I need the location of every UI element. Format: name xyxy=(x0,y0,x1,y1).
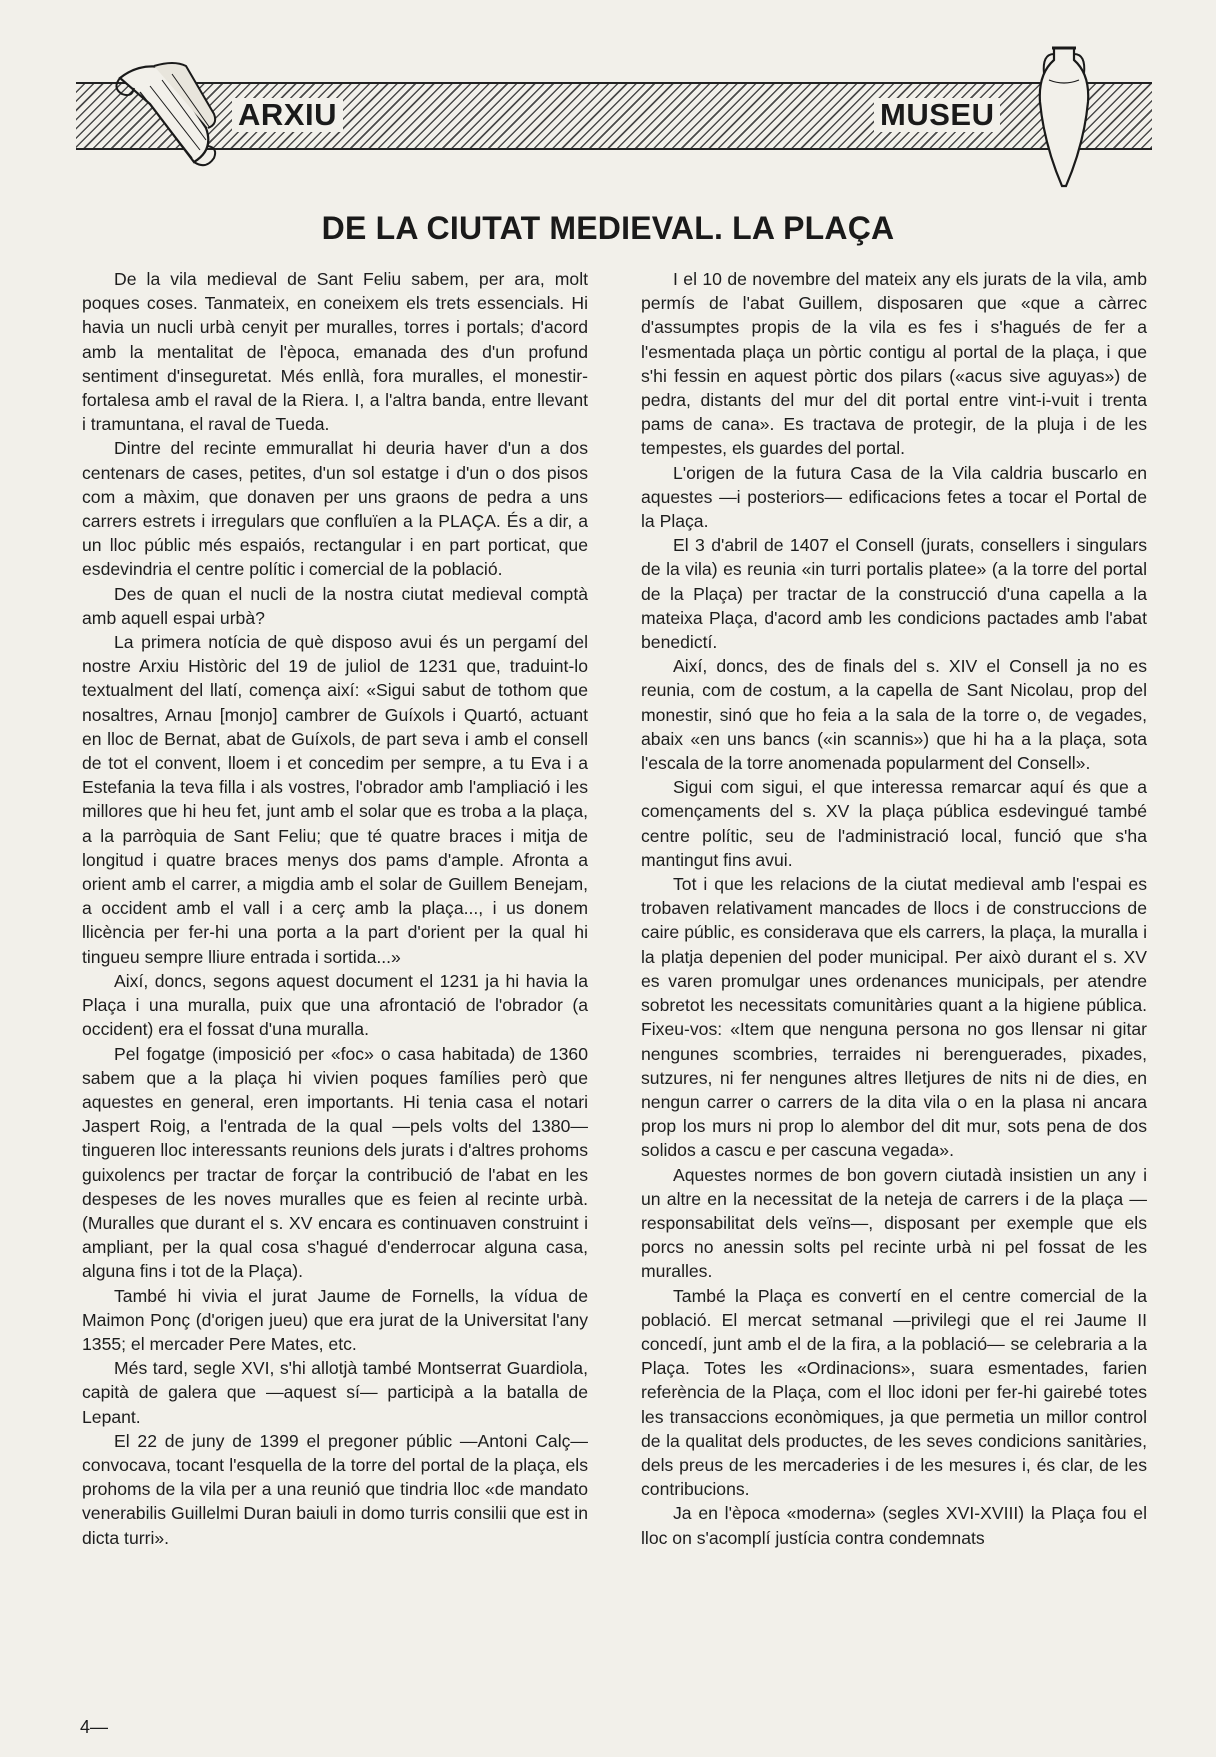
scroll-icon xyxy=(110,58,220,173)
paragraph: També la Plaça es convertí en el centre comercial de la població. El mercat setmanal —privilegi que el rei Jaume II concedí, junt amb el de la fira, a la població— se celebraria a la Plaça. Totes les «Ordinacions», suara esmentades, farien referència de la Plaça, com el lloc idoni per fer-hi gairebé totes les transaccions econòmiques, ja que permetia un millor control de la qualitat dels productes, de les seves condicions sanitàries, dels preus de les mercaderies i de les mesures i, és clar, de les contribucions. xyxy=(641,1285,1147,1500)
section-banner xyxy=(76,82,1152,150)
paragraph: L'origen de la futura Casa de la Vila caldria buscarlo en aquestes —i posteriors— edificacions fetes a tocar el Portal de la Plaça. xyxy=(641,462,1147,532)
paragraph: El 22 de juny de 1399 el pregoner públic —Antoni Calç— convocava, tocant l'esquella de la torre del portal de la plaça, els prohoms de la vila per a una reunió que tindria lloc «de mandato venerabilis Guillelmi Duran baiuli in domo turris consilii que est in dicta turri». xyxy=(82,1430,588,1548)
paragraph: Pel fogatge (imposició per «foc» o casa habitada) de 1360 sabem que a la plaça hi vivien poques famílies però que aquestes en general, eren importants. Hi tenia casa el notari Jaspert Roig, a l'entrada de la qual —pels volts del 1380— tingueren lloc interessants reunions dels jurats i d'altres prohoms guixolencs per tractar de forçar la contribució de l'abat en les despeses de les noves muralles que es feien al recinte urbà. (Muralles que durant el s. XV encara es continuaven construint i ampliant, per la qual cosa s'hagué d'enderrocar alguna casa, alguna fins i tot de la Plaça). xyxy=(82,1043,588,1282)
paragraph: El 3 d'abril de 1407 el Consell (jurats, consellers i singulars de la vila) es reunia «in turri portalis platee» (a la torre del portal de la Plaça) per tractar de la construcció d'una capella a la mateixa Plaça, d'acord amb les condicions pactades amb l'abat benedictí. xyxy=(641,535,1147,653)
paragraph: Aquestes normes de bon govern ciutadà insistien un any i un altre en la necessitat de la neteja de carrers i de la plaça —responsabilitat dels veïns—, disposant per exemple que els porcs no anessin solts pel recinte urbà ni pel fossat de les muralles. xyxy=(641,1164,1147,1282)
section-label-museu: MUSEU xyxy=(874,98,1000,132)
page-number: 4— xyxy=(80,1717,109,1737)
paragraph: Sigui com sigui, el que interessa remarcar aquí és que a començaments del s. XV la plaça pública esdevingué també centre polític, seu de l'administració local, funció que s'ha mantingut fins avui. xyxy=(641,777,1147,870)
article-right-column xyxy=(641,267,1147,1550)
section-label-arxiu: ARXIU xyxy=(232,98,343,132)
paragraph: També hi vivia el jurat Jaume de Fornells, la vídua de Maimon Ponç (d'origen jueu) que era jurat de la Universitat l'any 1355; el mercader Pere Mates, etc. xyxy=(82,1285,588,1354)
paragraph: Ja en l'època «moderna» (segles XVI-XVIII) la Plaça fou el lloc on s'acomplí justícia contra condemnats xyxy=(641,1503,1147,1548)
paragraph: De la vila medieval de Sant Feliu sabem, per ara, molt poques coses. Tanmateix, en coneixem els trets essencials. Hi havia un nucli urbà cenyit per muralles, torres i portals; d'acord amb la mentalitat de l'època, emanada des d'un profund sentiment d'inseguretat. Més enllà, fora muralles, el monestir-fortalesa amb el raval de la Riera. I, a l'altra banda, entre llevant i tramuntana, el raval de Tueda. xyxy=(82,269,588,435)
amphora-icon xyxy=(1036,40,1092,190)
paragraph: La primera notícia de què disposo avui és un pergamí del nostre Arxiu Històric del 19 de juliol de 1231 que, traduint-lo textualment del llatí, comença així: «Sigui sabut de tothom que nosaltres, Arnau [monjo] cambrer de Guíxols i Quartó, actuant en lloc de Bernat, abat de Guíxols, de part seva i amb el consell de tot el convent, lloem i et concedim per sempre, a tu Eva i a Estefania la teva filla i als vostres, l'obrador amb l'ampliació i les millores que hi heu fet, junt amb el solar que es troba a la plaça, a la parròquia de Sant Feliu; que té quatre braces i mitja de longitud i quatre braces menys dos pams d'ample. Afronta a orient amb el carrer, a migdia amb el solar de Guillem Benejam, a occident amb el vall i a cerç amb la plaça..., i us donem llicència per fer-hi una porta a la part d'orient per la qual hi tingueu sempre lliure entrada i sortida...» xyxy=(82,632,588,967)
article-title: DE LA CIUTAT MEDIEVAL. LA PLAÇA xyxy=(321,210,895,246)
paragraph: I el 10 de novembre del mateix any els jurats de la vila, amb permís de l'abat Guillem, disposaren que «que a càrrec d'assumptes propis de la vila es fes i s'hagués de fer a l'esmentada plaça un pòrtic contigu al portal de la plaça, i que s'hi fessin en aquest pòrtic dos pilars («acus sive aguyas») de pedra, distants del mur del dit portal entre vint-i-vuit i trenta pams de cana». Es tractava de protegir, de la pluja i de les tempestes, els guardes del portal. xyxy=(641,269,1147,459)
paragraph: Així, doncs, segons aquest document el 1231 ja hi havia la Plaça i una muralla, puix que una afrontació de l'obrador (a occident) era el fossat d'una muralla. xyxy=(82,970,588,1040)
paragraph: Més tard, segle XVI, s'hi allotjà també Montserrat Guardiola, capità de galera que —aquest sí— participà a la batalla de Lepant. xyxy=(82,1358,588,1427)
paragraph: Així, doncs, des de finals del s. XIV el Consell ja no es reunia, com de costum, a la capella de Sant Nicolau, prop del monestir, sinó que ho feia a la sala de la torre o, de vegades, abaix «en uns bancs («in scannis») que hi ha a la plaça, sota l'escala de la torre anomenada popularment del Consell». xyxy=(641,656,1147,774)
paragraph: Des de quan el nucli de la nostra ciutat medieval comptà amb aquell espai urbà? xyxy=(82,583,588,628)
paragraph: Dintre del recinte emmurallat hi deuria haver d'un a dos centenars de cases, petites, d'un sol estatge i d'un o dos pisos com a màxim, que donaven per uns graons de pedra a uns carrers estrets i irregulars que confluïen a la PLAÇA. És a dir, a un lloc públic més espaiós, rectangular i en part porticat, que esdevindria el centre polític i comercial de la població. xyxy=(82,438,588,580)
paragraph: Tot i que les relacions de la ciutat medieval amb l'espai es trobaven relativament mancades de llocs i de construccions de caire públic, es considerava que els carrers, la plaça, la muralla i la platja depenien del poder municipal. Per això durant el s. XV es varen promulgar unes ordenances municipals, per atendre sobretot les necessitats comunitàries quant a la higiene pública. Fixeu-vos: «Item que nenguna persona no gos llensar ni gitar nengunes scombries, terraides ni berenguerades, pixades, sutzures, ni fer nengunes altres lletjures de nits ni de dies, en nengun carrer o carrers de la dita vila o en la plasa ni ancara prop los murs ni prop lo alembor del dit mur, sots pena de dos solidos a cascu e per cascuna vegada». xyxy=(641,874,1147,1161)
article-left-column xyxy=(82,267,588,1550)
